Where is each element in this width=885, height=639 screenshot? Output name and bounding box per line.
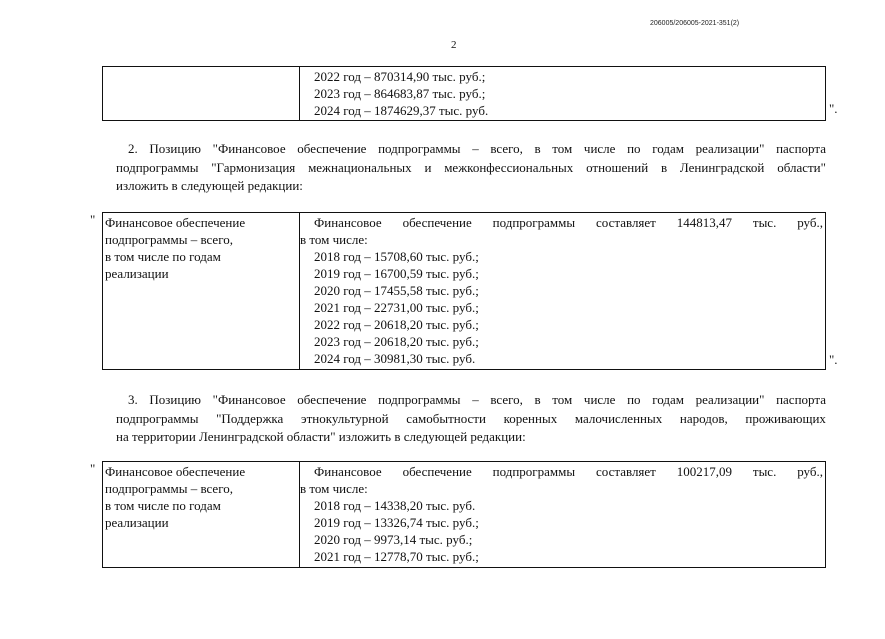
year-line: 2020 год – 17455,58 тыс. руб.; [314, 283, 479, 298]
word: и [424, 159, 432, 175]
word: руб., [797, 215, 823, 230]
word: подпрограммы [116, 159, 199, 175]
word: 100217,09 [676, 464, 732, 479]
year-line: 2018 год – 15708,60 тыс. руб.; [314, 249, 479, 264]
year-line: 2020 год – 9973,14 тыс. руб.; [314, 532, 473, 547]
word: "Финансовое [212, 392, 286, 407]
word: межконфессиональных [444, 159, 574, 175]
year-line: 2023 год – 864683,87 тыс. руб.; [314, 86, 486, 101]
year-line: 2022 год – 20618,20 тыс. руб.; [314, 317, 479, 332]
word: 3. [128, 392, 138, 407]
word: числе [583, 141, 616, 156]
closing-quote: ". [829, 352, 838, 367]
word: обеспечение [402, 215, 472, 230]
word: Ленинградской [679, 159, 765, 175]
word: проживающих [745, 410, 826, 426]
left-label-line: подпрограммы – всего, [105, 232, 233, 247]
left-cell [103, 462, 300, 568]
word: 144813,47 [676, 215, 732, 230]
paragraph-line: на территории Ленинградской области" изложить в следующей редакции: [116, 429, 526, 444]
word: Позицию [149, 392, 201, 407]
paragraph-3 [116, 391, 826, 447]
word: в [534, 392, 541, 407]
year-line: 2018 год – 14338,20 тыс. руб. [314, 498, 476, 513]
word: руб., [797, 464, 823, 479]
word: в [534, 141, 541, 156]
word: подпрограммы [492, 464, 576, 479]
word: всего, [490, 392, 523, 407]
word: составляет [596, 464, 656, 479]
funding-total-line [300, 463, 823, 480]
word: отношений [586, 159, 649, 175]
opening-quote: " [90, 461, 96, 476]
funding-table-continuation [102, 66, 826, 121]
year-line: 2022 год – 870314,90 тыс. руб.; [314, 69, 486, 84]
left-label-line: реализации [105, 515, 169, 530]
word: Финансовое [314, 464, 382, 479]
right-cell [300, 462, 826, 568]
left-label-line: Финансовое обеспечение [105, 215, 246, 230]
page-number: 2 [451, 39, 457, 51]
word: "Гармонизация [211, 159, 296, 175]
left-label-line: подпрограммы – всего, [105, 481, 233, 496]
word: по [627, 392, 641, 407]
year-line: 2019 год – 16700,59 тыс. руб.; [314, 266, 479, 281]
word: Позицию [149, 141, 201, 156]
document-id: 206005/206005-2021-351(2) [650, 20, 740, 27]
word: тыс. [752, 215, 777, 230]
word: том [552, 392, 573, 407]
word: "Финансовое [212, 141, 286, 156]
year-line: 2024 год – 1874629,37 тыс. руб. [314, 103, 489, 118]
word: – [472, 141, 479, 156]
left-cell [103, 213, 300, 370]
year-line: 2019 год – 13326,74 тыс. руб.; [314, 515, 479, 530]
funding-table-3 [102, 461, 826, 568]
paragraph-line [116, 391, 826, 410]
word: – [472, 392, 479, 407]
word: паспорта [776, 141, 826, 156]
funding-subtitle: в том числе: [300, 232, 368, 247]
word: области" [777, 159, 826, 175]
left-label-line: Финансовое обеспечение [105, 464, 246, 479]
word: коренных [503, 410, 558, 426]
paragraph-line [116, 140, 826, 159]
left-label-line: в том числе по годам [105, 249, 221, 264]
word: этнокультурной [301, 410, 389, 426]
word: межнациональных [308, 159, 412, 175]
word: подпрограммы [116, 410, 199, 426]
left-label-line: реализации [105, 266, 169, 281]
word: подпрограммы [492, 215, 576, 230]
funding-subtitle: в том числе: [300, 481, 368, 496]
right-cell [300, 213, 826, 370]
paragraph-2 [116, 140, 826, 196]
word: реализации" [695, 392, 765, 407]
left-cell-empty [103, 67, 300, 121]
opening-quote: " [90, 212, 96, 227]
word: подпрограммы [378, 392, 461, 407]
word: числе [583, 392, 616, 407]
closing-quote: ". [829, 101, 838, 116]
year-line: 2021 год – 22731,00 тыс. руб.; [314, 300, 479, 315]
word: "Поддержка [216, 410, 284, 426]
paragraph-line [116, 410, 826, 429]
word: самобытности [406, 410, 486, 426]
word: обеспечение [297, 141, 367, 156]
paragraph-line [116, 159, 826, 178]
word: том [552, 141, 573, 156]
left-label-line: в том числе по годам [105, 498, 221, 513]
word: Финансовое [314, 215, 382, 230]
word: обеспечение [297, 392, 367, 407]
year-line: 2023 год – 20618,20 тыс. руб.; [314, 334, 479, 349]
word: малочисленных [574, 410, 663, 426]
word: обеспечение [402, 464, 472, 479]
word: тыс. [752, 464, 777, 479]
right-cell [300, 67, 826, 121]
funding-table-2 [102, 212, 826, 370]
word: 2. [128, 141, 138, 156]
word: паспорта [776, 392, 826, 407]
word: реализации" [695, 141, 765, 156]
funding-total-line [300, 214, 823, 231]
word: годам [652, 392, 684, 407]
word: составляет [596, 215, 656, 230]
paragraph-line: изложить в следующей редакции: [116, 178, 303, 193]
year-line: 2024 год – 30981,30 тыс. руб. [314, 351, 476, 366]
word: по [627, 141, 641, 156]
word: народов, [679, 410, 728, 426]
word: подпрограммы [378, 141, 461, 156]
word: годам [652, 141, 684, 156]
word: в [660, 159, 668, 175]
word: всего, [490, 141, 523, 156]
year-line: 2021 год – 12778,70 тыс. руб.; [314, 549, 479, 564]
